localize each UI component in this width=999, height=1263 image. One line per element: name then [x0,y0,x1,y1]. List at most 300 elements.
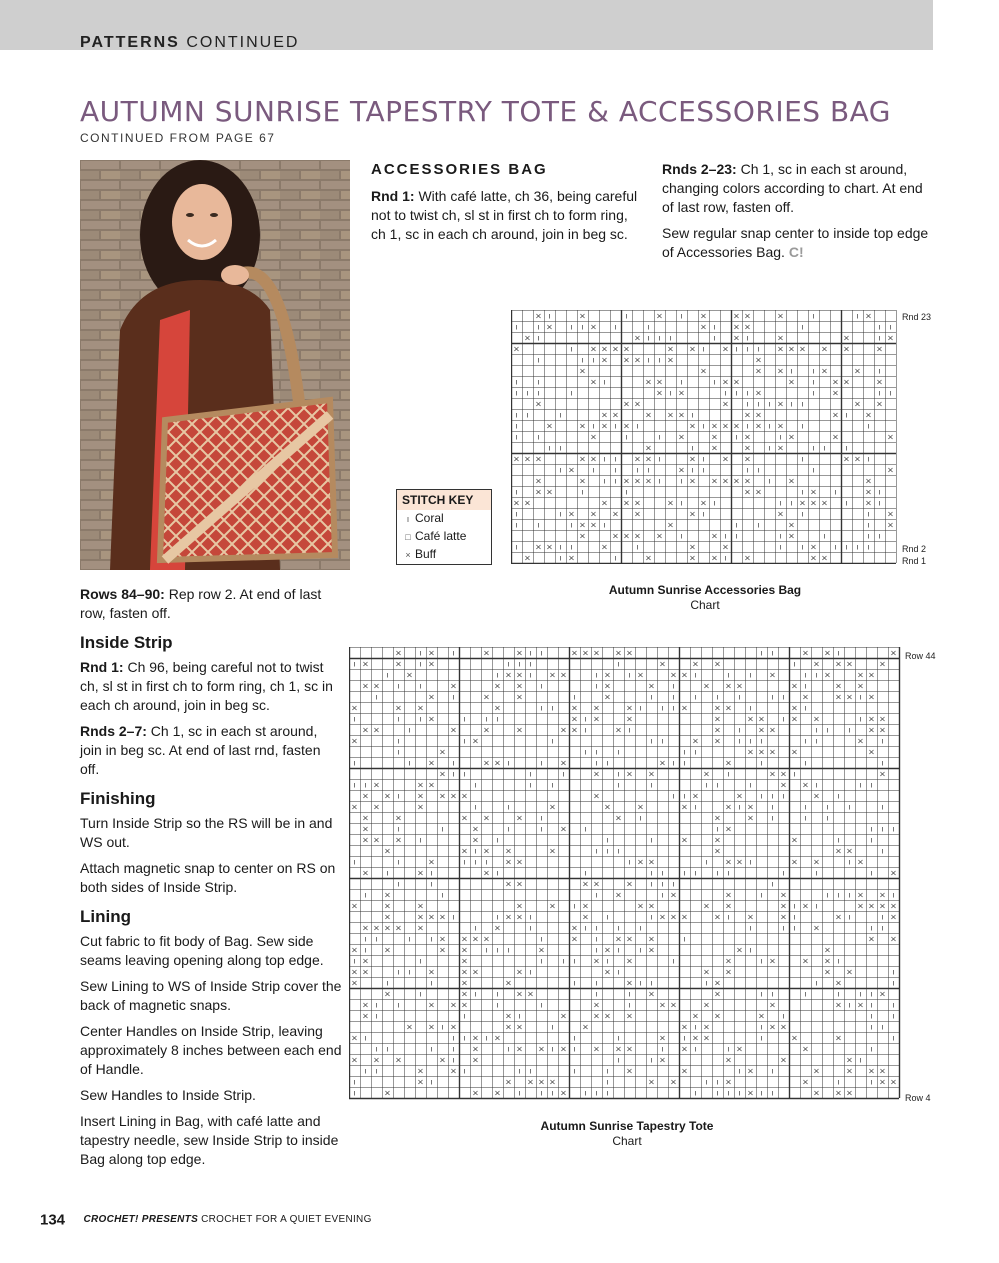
chart-stitch-symbol: ı [801,486,804,497]
chart-stitch-symbol: ı [364,944,367,955]
chart-stitch-symbol: × [428,779,435,790]
chart-stitch-symbol: × [755,486,762,497]
chart-stitch-symbol: ı [386,977,389,988]
chart-stitch-symbol: ı [419,988,422,999]
chart-stitch-symbol: ı [790,497,793,508]
chart-stitch-symbol: × [879,713,886,724]
chart-stitch-symbol: ı [716,691,719,702]
chart-stitch-symbol: ı [474,988,477,999]
chart-stitch-symbol: × [846,658,853,669]
chart-stitch-symbol: ı [606,1087,609,1098]
chart-stitch-symbol: ı [584,867,587,878]
chart-stitch-symbol: ı [848,856,851,867]
chart-stitch-symbol: × [758,1010,765,1021]
chart-stitch-symbol: × [593,768,600,779]
chart-stitch-symbol: ı [397,713,400,724]
chart-stitch-symbol: ı [837,988,840,999]
chart-stitch-symbol: × [384,922,391,933]
chart-stitch-symbol: × [846,966,853,977]
chart-stitch-symbol: × [505,845,512,856]
tote-photo [80,160,350,570]
chart-stitch-symbol: ı [515,321,518,332]
inside-rnd1-text: Ch 96, being careful not to twist ch, sl st in first ch to form ring, ch 1, sc in each ch around, join in beg sc. [80,659,333,713]
chart-stitch-symbol: ı [595,1087,598,1098]
chart-stitch-symbol: × [791,856,798,867]
chart-stitch-symbol: ı [628,724,631,735]
chart-stitch-symbol: × [879,768,886,779]
chart-stitch-symbol: ı [746,464,749,475]
large-chart-label-bottom: Row 4 [905,1093,931,1103]
chart-stitch-symbol: ı [760,1087,763,1098]
chart-stitch-symbol: ı [801,321,804,332]
chart-stitch-symbol: × [689,453,696,464]
chart-stitch-symbol: × [626,647,633,658]
chart-stitch-symbol: × [612,530,619,541]
chart-stitch-symbol: ı [870,1043,873,1054]
chart-stitch-symbol: ı [526,409,529,420]
chart-stitch-symbol: × [593,1010,600,1021]
chart-stitch-symbol: ı [889,387,892,398]
chart-stitch-symbol: ı [562,955,565,966]
chart-stitch-symbol: ı [837,889,840,900]
chart-stitch-symbol: ı [617,746,620,757]
chart-stitch-symbol: × [843,376,850,387]
chart-stitch-symbol: × [450,1021,457,1032]
chart-stitch-symbol: ı [661,735,664,746]
chart-stitch-symbol: × [384,845,391,856]
acc-rnd1-label: Rnd 1: [371,188,415,204]
chart-stitch-symbol: × [857,900,864,911]
chart-stitch-symbol: ı [452,1054,455,1065]
chart-stitch-symbol: × [868,746,875,757]
chart-stitch-symbol: × [571,922,578,933]
accessories-column [371,160,641,251]
chart-stitch-symbol: × [483,647,490,658]
chart-stitch-symbol: × [648,1076,655,1087]
chart-stitch-symbol: × [601,354,608,365]
chart-stitch-symbol: ı [595,988,598,999]
chart-stitch-symbol: × [516,724,523,735]
chart-stitch-symbol: ı [694,1021,697,1032]
chart-stitch-symbol: × [659,1032,666,1043]
chart-stitch-symbol: × [604,1010,611,1021]
chart-stitch-symbol: ı [529,669,532,680]
chart-stitch-symbol: ı [452,768,455,779]
chart-stitch-symbol: × [351,702,358,713]
chart-stitch-symbol: ı [518,1065,521,1076]
stitch-key-label: Buff [415,547,437,561]
chart-stitch-symbol: ı [867,420,870,431]
chart-stitch-symbol: ı [661,878,664,889]
chart-stitch-symbol: × [593,647,600,658]
chart-stitch-symbol: ı [735,530,738,541]
chart-stitch-symbol: × [788,343,795,354]
chart-stitch-symbol: ı [672,691,675,702]
chart-stitch-symbol: × [623,530,630,541]
chart-stitch-symbol: ı [570,387,573,398]
chart-stitch-symbol: × [747,1065,754,1076]
chart-stitch-symbol: ı [515,387,518,398]
chart-stitch-symbol: ı [562,768,565,779]
chart-stitch-symbol: ı [845,442,848,453]
chart-stitch-symbol: × [876,376,883,387]
chart-stitch-symbol: × [601,541,608,552]
chart-stitch-symbol: × [648,680,655,691]
chart-stitch-symbol: ı [441,823,444,834]
chart-stitch-symbol: × [373,1054,380,1065]
chart-stitch-symbol: × [384,944,391,955]
chart-stitch-symbol: ı [870,999,873,1010]
chart-stitch-symbol: ı [625,310,628,321]
chart-stitch-symbol: ı [628,856,631,867]
chart-stitch-symbol: × [516,669,523,680]
chart-stitch-symbol: ı [397,790,400,801]
chart-stitch-symbol: ı [650,878,653,889]
chart-stitch-symbol: × [890,911,897,922]
chart-stitch-symbol: × [868,900,875,911]
chart-stitch-symbol: ı [658,332,661,343]
chart-stitch-symbol: ı [397,878,400,889]
chart-stitch-symbol: ı [892,1032,895,1043]
chart-stitch-symbol: × [725,1054,732,1065]
chart-stitch-symbol: × [549,801,556,812]
small-chart-label-rnd2: Rnd 2 [902,544,927,554]
chart-stitch-symbol: ı [705,856,708,867]
chart-stitch-symbol: × [505,669,512,680]
chart-stitch-symbol: × [681,1021,688,1032]
chart-stitch-symbol: × [865,310,872,321]
chart-stitch-symbol: ı [515,541,518,552]
chart-stitch-symbol: × [604,966,611,977]
chart-stitch-symbol: × [843,453,850,464]
chart-stitch-symbol: ı [834,486,837,497]
chart-stitch-symbol: ı [592,354,595,365]
chart-stitch-symbol: × [678,387,685,398]
chart-stitch-symbol: × [461,955,468,966]
chart-stitch-symbol: ı [496,669,499,680]
chart-stitch-symbol: ı [749,669,752,680]
chart-stitch-symbol: × [516,691,523,702]
chart-stitch-symbol: × [516,966,523,977]
chart-stitch-symbol: × [384,911,391,922]
chart-stitch-symbol: ı [757,343,760,354]
chart-stitch-symbol: × [868,1065,875,1076]
chart-stitch-symbol: × [612,343,619,354]
chart-stitch-symbol: × [590,376,597,387]
chart-stitch-symbol: × [362,955,369,966]
chart-stitch-symbol: ı [386,1043,389,1054]
chart-stitch-symbol: ı [760,1032,763,1043]
chart-stitch-symbol: × [725,900,732,911]
chart-stitch-symbol: ı [485,1032,488,1043]
chart-stitch-symbol: × [582,647,589,658]
chart-stitch-symbol: × [626,768,633,779]
accessories-chart-caption-title: Autumn Sunrise Accessories Bag [608,583,802,597]
chart-stitch-symbol: ı [614,321,617,332]
chart-stitch-symbol: ı [647,321,650,332]
chart-stitch-symbol: ı [881,757,884,768]
chart-stitch-symbol: ı [603,475,606,486]
chart-stitch-symbol: ı [859,1054,862,1065]
chart-stitch-symbol: ı [826,801,829,812]
chart-stitch-symbol: ı [581,354,584,365]
chart-stitch-symbol: ı [878,497,881,508]
chart-stitch-symbol: × [549,845,556,856]
chart-stitch-symbol: ı [529,966,532,977]
chart-stitch-symbol: × [879,889,886,900]
large-chart-label-top: Row 44 [905,651,936,661]
chart-stitch-symbol: ı [859,779,862,790]
chart-stitch-symbol: × [593,702,600,713]
chart-stitch-symbol: ı [793,922,796,933]
chart-stitch-symbol: × [758,746,765,757]
chart-stitch-symbol: ı [353,856,356,867]
chart-stitch-symbol: ı [537,376,540,387]
chart-stitch-symbol: ı [595,669,598,680]
chart-stitch-symbol: ı [892,1010,895,1021]
chart-stitch-symbol: ı [606,955,609,966]
chart-stitch-symbol: ı [870,1021,873,1032]
chart-stitch-symbol: ı [658,453,661,464]
chart-stitch-symbol: ı [397,966,400,977]
chart-stitch-symbol: × [700,321,707,332]
chart-stitch-symbol: × [879,724,886,735]
chart-stitch-symbol: ı [683,933,686,944]
chart-stitch-symbol: ı [881,823,884,834]
chart-stitch-symbol: × [362,724,369,735]
chart-stitch-symbol: × [634,453,641,464]
chart-stitch-symbol: × [725,856,732,867]
chart-stitch-symbol: ı [617,658,620,669]
chart-stitch-symbol: × [854,453,861,464]
chart-stitch-symbol: ı [856,310,859,321]
chart-stitch-symbol: × [667,497,674,508]
chart-stitch-symbol: × [744,453,751,464]
chart-stitch-symbol: ı [614,464,617,475]
chart-stitch-symbol: × [645,453,652,464]
chart-stitch-symbol: × [604,680,611,691]
lining-heading: Lining [80,907,131,926]
chart-stitch-symbol: × [890,647,897,658]
chart-stitch-symbol: ı [694,867,697,878]
chart-stitch-symbol: ı [870,867,873,878]
chart-stitch-symbol: × [744,310,751,321]
chart-stitch-symbol: ı [782,790,785,801]
finishing-p1: Turn Inside Strip so the RS will be in and WS out. [80,815,333,850]
chart-stitch-symbol: × [538,1043,545,1054]
chart-stitch-symbol: ı [592,420,595,431]
chart-stitch-symbol: × [450,790,457,801]
chart-stitch-symbol: × [868,669,875,680]
chart-stitch-symbol: × [645,552,652,563]
chart-stitch-symbol: ı [584,922,587,933]
chart-stitch-symbol: × [516,856,523,867]
chart-stitch-symbol: × [832,376,839,387]
finishing-p2: Attach magnetic snap to center on RS on both sides of Inside Strip. [80,860,336,895]
tote-chart-grid [349,647,902,1105]
chart-stitch-symbol: × [351,1054,358,1065]
page-number: 134 [40,1211,66,1229]
chart-stitch-symbol: × [593,878,600,889]
chart-stitch-symbol: × [560,1087,567,1098]
chart-stitch-symbol: × [780,779,787,790]
chart-stitch-symbol: ı [419,713,422,724]
chart-stitch-symbol: × [549,900,556,911]
chart-stitch-symbol: × [516,680,523,691]
chart-stitch-symbol: × [711,530,718,541]
chart-stitch-symbol: × [857,889,864,900]
chart-stitch-symbol: × [601,420,608,431]
chart-stitch-symbol: × [714,1010,721,1021]
chart-stitch-symbol: × [615,812,622,823]
chart-stitch-symbol: ı [812,442,815,453]
chart-stitch-symbol: ı [801,453,804,464]
chart-stitch-symbol: × [494,757,501,768]
chart-stitch-symbol: × [714,988,721,999]
chart-stitch-symbol: ı [650,735,653,746]
chart-stitch-symbol: ı [801,398,804,409]
chart-stitch-symbol: × [395,922,402,933]
chart-stitch-symbol: ı [518,1010,521,1021]
chart-stitch-symbol: ı [694,746,697,757]
chart-stitch-symbol: × [472,1087,479,1098]
chart-stitch-symbol: × [670,999,677,1010]
chart-stitch-symbol: × [736,1043,743,1054]
chart-stitch-symbol: ı [804,988,807,999]
chart-stitch-symbol: × [417,1065,424,1076]
chart-stitch-symbol: ı [823,530,826,541]
chart-stitch-symbol: × [799,343,806,354]
chart-stitch-symbol: ı [713,321,716,332]
chart-stitch-symbol: × [634,332,641,343]
tote-chart-caption [512,1119,742,1149]
chart-stitch-symbol: × [626,713,633,724]
chart-stitch-symbol: × [645,376,652,387]
chart-stitch-symbol: ı [705,779,708,790]
chart-stitch-symbol: × [461,933,468,944]
chart-stitch-symbol: × [744,409,751,420]
c-logo-mark: C! [788,244,804,260]
chart-stitch-symbol: ı [848,911,851,922]
chart-stitch-symbol: × [769,1021,776,1032]
chart-stitch-symbol: × [788,431,795,442]
chart-stitch-symbol: × [733,321,740,332]
chart-stitch-symbol: × [656,530,663,541]
chart-stitch-symbol: × [568,508,575,519]
chart-stitch-symbol: ı [812,310,815,321]
chart-stitch-symbol: ı [782,691,785,702]
chart-stitch-symbol: × [648,933,655,944]
chart-stitch-symbol: × [678,431,685,442]
chart-stitch-symbol: ı [749,922,752,933]
chart-stitch-symbol: ı [419,658,422,669]
chart-stitch-symbol: × [373,680,380,691]
chart-stitch-symbol: ı [771,801,774,812]
chart-stitch-symbol: × [439,911,446,922]
chart-stitch-symbol: ı [496,911,499,922]
chart-stitch-symbol: × [637,801,644,812]
chart-stitch-symbol: ı [768,398,771,409]
chart-stitch-symbol: × [538,944,545,955]
chart-stitch-symbol: ı [771,647,774,658]
chart-stitch-symbol: × [472,933,479,944]
chart-stitch-symbol: × [769,669,776,680]
chart-stitch-symbol: × [373,834,380,845]
chart-stitch-symbol: ı [537,354,540,365]
chart-stitch-symbol: ı [892,966,895,977]
chart-stitch-symbol: ı [661,867,664,878]
chart-stitch-symbol: × [505,911,512,922]
chart-stitch-symbol: × [887,508,894,519]
chart-stitch-symbol: × [681,834,688,845]
chart-stitch-symbol: × [593,790,600,801]
chart-stitch-symbol: × [670,669,677,680]
chart-stitch-symbol: ı [738,801,741,812]
chart-stitch-symbol: ı [683,1032,686,1043]
chart-stitch-symbol: × [384,889,391,900]
chart-stitch-symbol: × [692,790,699,801]
chart-stitch-symbol: ı [430,977,433,988]
chart-stitch-symbol: × [835,911,842,922]
chart-stitch-symbol: ı [518,658,521,669]
chart-stitch-symbol: ı [559,508,562,519]
chart-stitch-symbol: × [417,779,424,790]
chart-stitch-symbol: ı [496,944,499,955]
chart-stitch-symbol: × [351,1032,358,1043]
chart-stitch-symbol: ı [870,779,873,790]
chart-stitch-symbol: ı [397,999,400,1010]
chart-stitch-symbol: × [483,867,490,878]
chart-stitch-symbol: ı [573,1065,576,1076]
chart-stitch-symbol: ı [859,988,862,999]
chart-stitch-symbol: × [788,530,795,541]
chart-stitch-symbol: × [623,475,630,486]
chart-stitch-symbol: × [835,999,842,1010]
chart-stitch-symbol: ı [680,530,683,541]
chart-stitch-symbol: × [582,878,589,889]
chart-stitch-symbol: × [428,999,435,1010]
chart-stitch-symbol: × [810,541,817,552]
chart-stitch-symbol: × [362,680,369,691]
chart-stitch-symbol: × [659,757,666,768]
chart-stitch-symbol: × [505,977,512,988]
chart-stitch-symbol: ı [540,1087,543,1098]
chart-stitch-symbol: ı [463,856,466,867]
chart-stitch-symbol: × [802,955,809,966]
finishing-heading: Finishing [80,789,156,808]
chart-stitch-symbol: × [582,1021,589,1032]
chart-stitch-symbol: ı [496,713,499,724]
chart-stitch-symbol: × [351,801,358,812]
rows-84-90 [80,585,342,623]
chart-stitch-symbol: × [835,680,842,691]
chart-stitch-symbol: ı [694,669,697,680]
chart-stitch-symbol: × [824,955,831,966]
chart-stitch-symbol: × [505,1021,512,1032]
chart-stitch-symbol: ı [559,442,562,453]
chart-stitch-symbol: × [546,420,553,431]
chart-stitch-symbol: ı [515,409,518,420]
chart-stitch-symbol: × [527,1076,534,1087]
chart-stitch-symbol: ı [408,724,411,735]
chart-stitch-symbol: × [601,409,608,420]
chart-stitch-symbol: ı [658,431,661,442]
chart-stitch-symbol: × [593,713,600,724]
chart-stitch-symbol: × [623,420,630,431]
chart-stitch-symbol: × [535,310,542,321]
chart-stitch-symbol: × [362,867,369,878]
chart-stitch-symbol: × [755,354,762,365]
